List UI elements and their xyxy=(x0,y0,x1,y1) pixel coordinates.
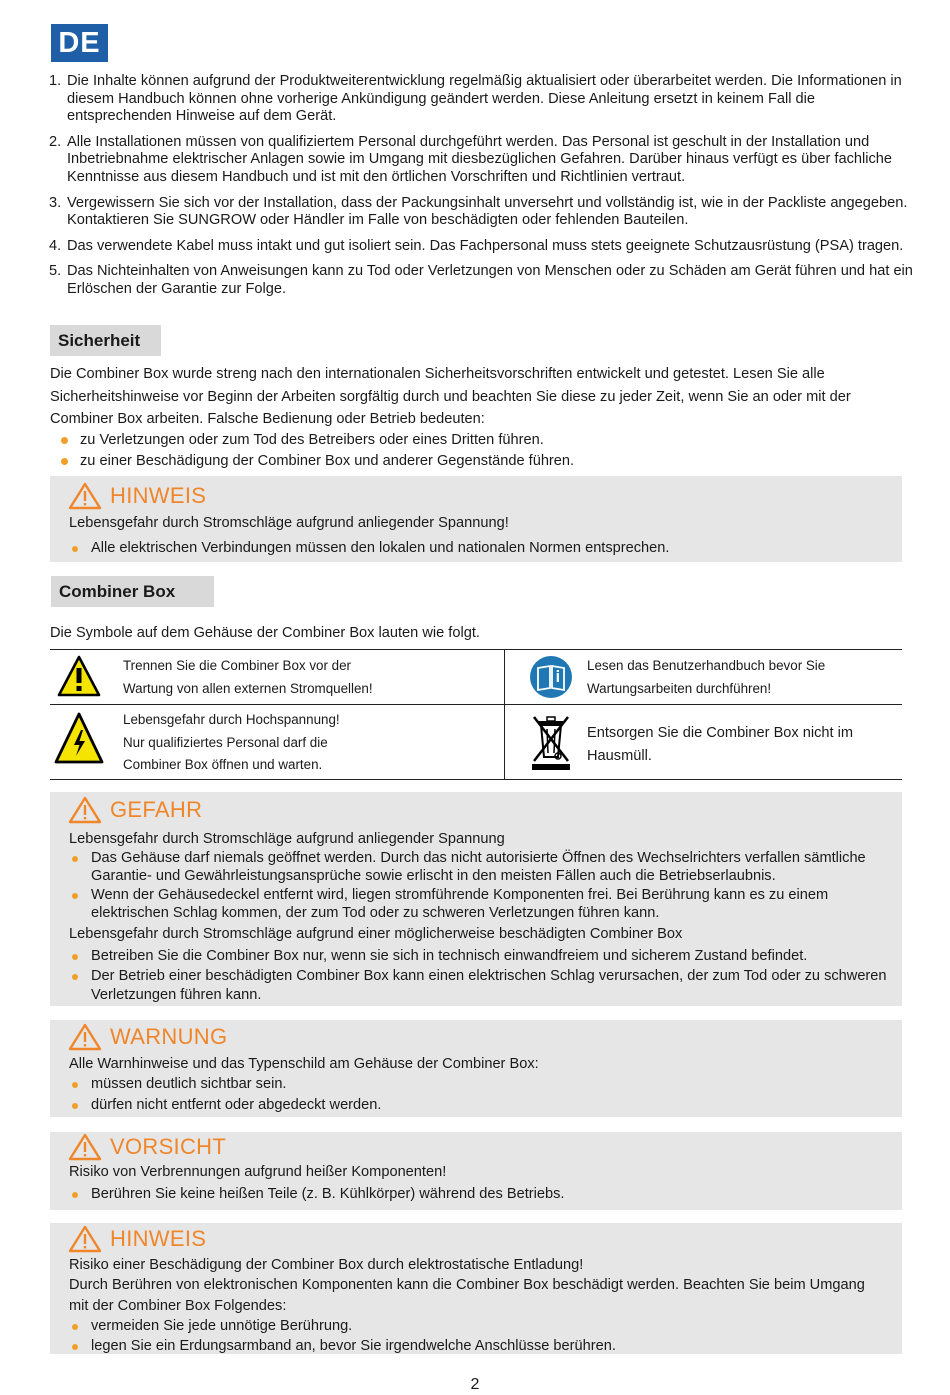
section-heading-safety: Sicherheit xyxy=(50,325,161,356)
list-item-text: müssen deutlich sichtbar sein. xyxy=(91,1075,287,1092)
notice-line: Risiko einer Beschädigung der Combiner Box durch elektrostatische Entladung! xyxy=(69,1257,584,1273)
symbol-line: Lebensgefahr durch Hochspannung! xyxy=(123,712,340,727)
intro-item xyxy=(49,238,915,256)
symbol-line: Lesen das Benutzerhandbuch bevor Sie xyxy=(587,658,826,673)
item-text: Das verwendete Kabel muss intakt und gut isoliert sein. Das Fachpersonal muss stets geeignete Schutzausrüstung (PSA) tragen. xyxy=(67,237,904,254)
list-item-text: Der Betrieb einer beschädigten Combiner Box kann einen elektrischen Schlag verursachen, der zum Tod oder zu schweren Verletzungen führen kann. xyxy=(91,968,887,1003)
item-number: 1. xyxy=(49,73,62,89)
manual-book-icon xyxy=(529,655,573,699)
list-item-text: Alle elektrischen Verbindungen müssen den lokalen und nationalen Normen entsprechen. xyxy=(91,539,670,556)
bullet-dot xyxy=(72,1103,78,1109)
list-item xyxy=(69,886,888,923)
bullet-dot xyxy=(72,856,78,862)
list-item xyxy=(69,849,888,886)
notice-label: HINWEIS xyxy=(110,1226,207,1251)
bullet-dot xyxy=(72,1192,78,1198)
warning-outline-icon xyxy=(68,482,102,510)
list-item xyxy=(69,1185,888,1204)
danger-line: Lebensgefahr durch Stromschläge aufgrund einer möglicherweise beschädigten Combiner Box xyxy=(69,925,683,942)
intro-list xyxy=(49,73,915,307)
crossed-bin-icon xyxy=(528,711,574,773)
safety-bullets xyxy=(50,430,900,472)
bullet-dot xyxy=(72,974,78,980)
intro-item xyxy=(49,263,915,298)
warning-line: Alle Warnhinweise und das Typenschild am Gehäuse der Combiner Box: xyxy=(69,1056,539,1072)
danger-label: GEFAHR xyxy=(110,797,203,822)
list-item-text: zu einer Beschädigung der Combiner Box und anderer Gegenstände führen. xyxy=(80,453,575,469)
language-badge: DE xyxy=(51,24,108,62)
list-item xyxy=(50,451,900,472)
notice-box xyxy=(50,1223,902,1354)
list-item xyxy=(50,430,900,451)
warning-triangle-icon xyxy=(57,655,101,697)
warning-outline-icon xyxy=(68,1023,102,1051)
notice-title xyxy=(68,1225,206,1253)
warning-label: WARNUNG xyxy=(110,1024,228,1049)
notice-body xyxy=(69,1256,888,1356)
symbol-description xyxy=(123,655,373,700)
symbol-line: Wartungsarbeiten durchführen! xyxy=(587,680,772,696)
item-text: Das Nichteinhalten von Anweisungen kann zu Tod oder Verletzungen von Menschen oder zu Schäden am Gerät führen und hat ein Erlöschen der Garantie zur Folge. xyxy=(67,263,913,297)
list-item xyxy=(69,1317,888,1336)
item-text: Alle Installationen müssen von qualifiziertem Personal durchgeführt werden. Das Personal ist geschult in der Installation und Inbetriebnahme elektrischer Anlagen sowie im Umgang mit diesbezüglichen Gefahren. Darüber hinaus verfügt es über fachliche Kenntnisse aus diesem Handbuch und ist mit den örtlichen Vorschriften und Richtlinien vertraut. xyxy=(67,133,893,185)
warning-title xyxy=(68,1023,227,1051)
bullet-dot xyxy=(72,1082,78,1088)
danger-box xyxy=(50,792,902,1006)
item-number: 3. xyxy=(49,194,62,211)
danger-body xyxy=(69,830,888,1004)
caution-body xyxy=(69,1163,888,1203)
combiner-intro: Die Symbole auf dem Gehäuse der Combiner Box lauten wie folgt. xyxy=(50,625,480,641)
intro-item xyxy=(49,195,915,230)
table-divider xyxy=(504,650,505,779)
list-item-text: dürfen nicht entfernt oder abgedeckt werden. xyxy=(91,1097,382,1114)
symbol-description xyxy=(587,722,853,767)
bullet-dot xyxy=(72,893,78,899)
list-item xyxy=(69,1096,888,1115)
list-item xyxy=(69,967,888,1004)
bullet-dot xyxy=(61,437,68,444)
caution-box xyxy=(50,1132,902,1210)
intro-item xyxy=(49,134,915,187)
caution-title xyxy=(68,1133,226,1161)
safety-paragraph: Die Combiner Box wurde streng nach den internationalen Sicherheitsvorschriften entwickelt und getestet. Lesen Sie alle Sicherheitshinweise vor Beginn der Arbeiten sorgfältig durch und beachten Sie diese zu jeder Zeit, wenn Sie an oder mit der Combiner Box arbeiten. Falsche Bedienung oder Betrieb bedeuten: xyxy=(50,366,851,427)
caution-label: VORSICHT xyxy=(110,1134,227,1159)
item-number: 2. xyxy=(49,133,62,150)
list-item-text: Berühren Sie keine heißen Teile (z. B. Kühlkörper) während des Betriebs. xyxy=(91,1185,565,1202)
notice-label: HINWEIS xyxy=(110,483,207,508)
symbols-table xyxy=(50,649,902,780)
warning-outline-icon xyxy=(68,796,102,824)
symbol-line: Hausmüll. xyxy=(587,747,652,764)
list-item-text: Das Gehäuse darf niemals geöffnet werden. Durch das nicht autorisierte Öffnen des Wechselrichters verfallen sämtliche Garantie- und Gewährleistungsansprüche sowie erlischt in den meisten Fällen auch die Betriebserlaubnis. xyxy=(91,849,866,885)
bullet-dot xyxy=(61,458,68,465)
item-number: 5. xyxy=(49,263,62,280)
bullet-dot xyxy=(72,546,78,552)
notice-line: Durch Berühren von elektronischen Komponenten kann die Combiner Box beschädigt werden. Beachten Sie beim Umgang mit der Combiner Box Folgendes: xyxy=(69,1276,865,1314)
danger-title xyxy=(68,796,202,824)
item-text: Die Inhalte können aufgrund der Produktweiterentwicklung regelmäßig aktualisiert oder überarbeitet werden. Die Informationen in diesem Handbuch können ohne vorherige Ankündigung geändert werden. Diese Anleitung ersetzt in keinem Fall die entsprechenden Hinweise auf dem Gerät. xyxy=(67,73,902,125)
symbol-line: Combiner Box öffnen und warten. xyxy=(123,757,323,772)
danger-line: Lebensgefahr durch Stromschläge aufgrund anliegender Spannung xyxy=(69,831,505,847)
warning-outline-icon xyxy=(68,1225,102,1253)
intro-item xyxy=(49,73,915,126)
symbol-line: Entsorgen Sie die Combiner Box nicht im xyxy=(587,725,854,741)
symbol-description xyxy=(123,709,340,777)
symbol-line: Wartung von allen externen Stromquellen! xyxy=(123,680,373,696)
bullet-dot xyxy=(72,954,78,960)
section-heading-combiner: Combiner Box xyxy=(51,576,214,607)
symbol-line: Nur qualifiziertes Personal darf die xyxy=(123,734,328,750)
list-item xyxy=(69,1075,888,1094)
list-item xyxy=(69,1337,888,1356)
list-item xyxy=(69,539,888,558)
list-item-text: zu Verletzungen oder zum Tod des Betreibers oder eines Dritten führen. xyxy=(80,432,544,448)
item-number: 4. xyxy=(49,237,62,254)
notice-body xyxy=(69,514,888,557)
list-item xyxy=(69,947,888,966)
bullet-dot xyxy=(72,1344,78,1350)
symbol-line: Trennen Sie die Combiner Box vor der xyxy=(123,658,352,673)
notice-title xyxy=(68,482,206,510)
warning-outline-icon xyxy=(68,1133,102,1161)
caution-line: Risiko von Verbrennungen aufgrund heißer Komponenten! xyxy=(69,1164,447,1180)
table-divider xyxy=(50,704,902,705)
high-voltage-icon xyxy=(54,712,104,764)
bullet-dot xyxy=(72,1324,78,1330)
page-number: 2 xyxy=(470,1376,480,1393)
warning-body xyxy=(69,1055,888,1115)
warning-box xyxy=(50,1020,902,1117)
list-item-text: vermeiden Sie jede unnötige Berührung. xyxy=(91,1317,353,1334)
list-item-text: Betreiben Sie die Combiner Box nur, wenn sie sich in technisch einwandfreiem und sicherem Zustand befindet. xyxy=(91,947,808,964)
symbol-description xyxy=(587,655,825,700)
list-item-text: legen Sie ein Erdungsarmband an, bevor Sie irgendwelche Anschlüsse berühren. xyxy=(91,1338,616,1355)
notice-box xyxy=(50,476,902,562)
notice-line: Lebensgefahr durch Stromschläge aufgrund anliegender Spannung! xyxy=(69,515,509,531)
list-item-text: Wenn der Gehäusedeckel entfernt wird, liegen stromführende Komponenten frei. Bei Berührung kann es zu einem elektrischen Schlag kommen, der zum Tod oder zu schweren Verletzungen führen kann. xyxy=(91,886,829,922)
item-text: Vergewissern Sie sich vor der Installation, dass der Packungsinhalt unversehrt und vollständig ist, wie in der Packliste angegeben. Kontaktieren Sie SUNGROW oder Händler im Falle von beschädigten oder fehlenden Bauteilen. xyxy=(67,194,908,229)
